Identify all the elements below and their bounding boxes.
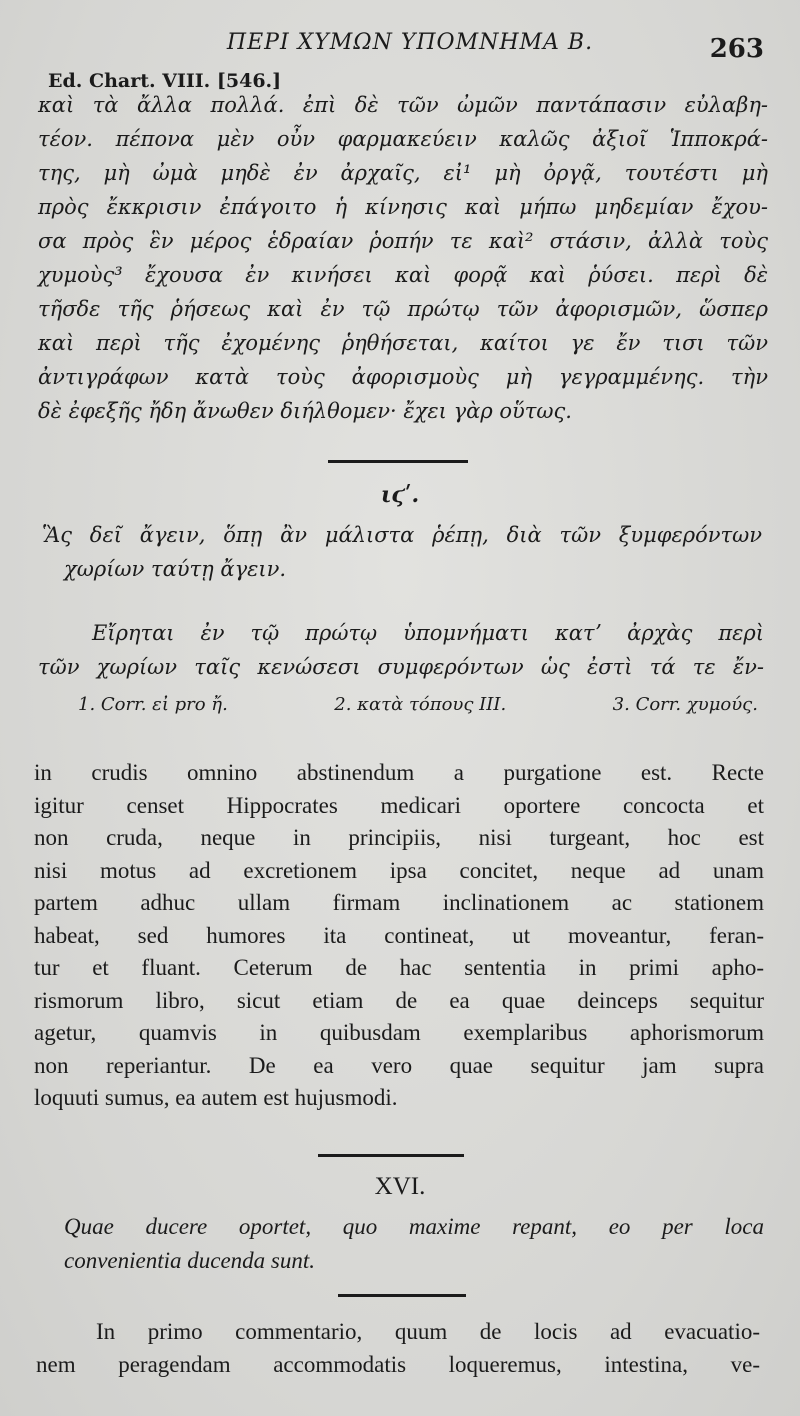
- latin-lemma-line: Quae ducere oportet, quo maxime repant, eo per loca: [64, 1214, 764, 1239]
- footnote-3: 3. Corr. χυμούς.: [612, 694, 758, 715]
- footnote-2: 2. κατὰ τόπους III.: [334, 694, 507, 715]
- greek-line: ἀντιγράφων κατὰ τοὺς ἀφορισμοὺς μὴ γεγραμμένης. τὴν: [38, 365, 768, 389]
- greek-line: καὶ τὰ ἄλλα πολλά. ἐπὶ δὲ τῶν ὠμῶν παντάπασιν εὐλαβη-: [38, 93, 768, 117]
- greek-line: σα πρὸς ἓν μέρος ἑδραίαν ῥοπήν τε καὶ² στάσιν, ἀλλὰ τοὺς: [38, 229, 768, 253]
- section-divider: [338, 1294, 466, 1297]
- latin-line: in crudis omnino abstinendum a purgatione est. Recte: [34, 760, 764, 785]
- greek-line: χυμοὺς³ ἔχουσα ἐν κινήσει καὶ φορᾷ καὶ ῥύσει. περὶ δὲ: [38, 263, 768, 287]
- section-divider: [318, 1154, 464, 1157]
- latin-line: rismorum libro, sicut etiam de ea quae deinceps sequitur: [34, 987, 764, 1013]
- latin-line: nisi motus ad excretionem ipsa concitet, neque ad unam: [34, 857, 764, 883]
- running-title: ΠΕΡΙ ΧΥΜΩΝ ΥΠΟΜΝΗΜΑ Β.: [226, 30, 594, 55]
- latin-line: partem adhuc ullam firmam inclinationem ac stationem: [34, 890, 764, 915]
- section-divider: [328, 460, 468, 463]
- greek-lemma-line: χωρίων ταύτῃ ἄγειν.: [64, 557, 287, 581]
- latin-line: non cruda, neque in principiis, nisi turgeant, hoc est: [34, 825, 764, 850]
- greek-lemma-line: Ἃς δεῖ ἄγειν, ὅπῃ ἂν μάλιστα ῥέπῃ, διὰ τῶν ξυμφερόντων: [42, 523, 762, 547]
- greek-line: της, μὴ ὠμὰ μηδὲ ἐν ἀρχαῖς, εἰ¹ μὴ ὀργᾷ, τουτέστι μὴ: [38, 161, 768, 185]
- greek-lemma: [42, 518, 762, 586]
- greek-commentary-line: τῶν χωρίων ταῖς κενώσεσι συμφερόντων ὡς ἐστὶ τά τε ἔν-: [38, 655, 764, 679]
- latin-line: tur et fluant. Ceterum de hac sententia in primi apho-: [34, 955, 764, 980]
- edition-reference: Ed. Chart. VIII. [546.]: [48, 70, 282, 92]
- greek-section-heading: ιϛʹ.: [380, 482, 420, 508]
- greek-commentary-line: Εἴρηται ἐν τῷ πρώτῳ ὑπομνήματι κατʼ ἀρχὰς περὶ: [92, 621, 764, 645]
- latin-lemma: [64, 1210, 764, 1278]
- latin-line: agetur, quamvis in quibusdam exemplaribus aphorismorum: [34, 1020, 764, 1045]
- greek-line: καὶ περὶ τῆς ἐχομένης ῥηθήσεται, καίτοι γε ἔν τισι τῶν: [38, 331, 768, 355]
- greek-line: δὲ ἐφεξῆς ἤδη ἄνωθεν διήλθομεν· ἔχει γὰρ οὕτως.: [38, 399, 572, 423]
- greek-commentary: [38, 616, 764, 684]
- greek-line: τῆσδε τῆς ῥήσεως καὶ ἐν τῷ πρώτῳ τῶν ἀφορισμῶν, ὥσπερ: [38, 297, 768, 321]
- page-number: 263: [709, 34, 764, 64]
- greek-line: τέον. πέπονα μὲν οὖν φαρμακεύειν καλῶς ἀξιοῖ Ἱπποκρά-: [38, 127, 768, 151]
- latin-text-block: [34, 757, 764, 1115]
- latin-commentary-line: nem peragendam accommodatis loqueremus, intestina, ve-: [36, 1351, 760, 1377]
- greek-text-block: [38, 88, 768, 428]
- latin-line: igitur censet Hippocrates medicari oportere concocta et: [34, 792, 764, 818]
- footnote-1: 1. Corr. εἰ pro ἤ.: [78, 694, 228, 715]
- latin-commentary: [36, 1316, 760, 1381]
- latin-line: habeat, sed humores ita contineat, ut moveantur, feran-: [34, 922, 764, 948]
- latin-lemma-line: convenientia ducenda sunt.: [64, 1248, 316, 1273]
- greek-line: πρὸς ἔκκρισιν ἐπάγοιτο ἡ κίνησις καὶ μήπω μηδεμίαν ἔχου-: [38, 195, 768, 219]
- latin-line: loquuti sumus, ea autem est hujusmodi.: [34, 1085, 398, 1110]
- latin-line: non reperiantur. De ea vero quae sequitur jam supra: [34, 1052, 764, 1078]
- footnotes: [78, 694, 758, 715]
- latin-commentary-line: In primo commentario, quum de locis ad evacuatio-: [96, 1319, 760, 1344]
- latin-section-heading: XVI.: [374, 1173, 426, 1200]
